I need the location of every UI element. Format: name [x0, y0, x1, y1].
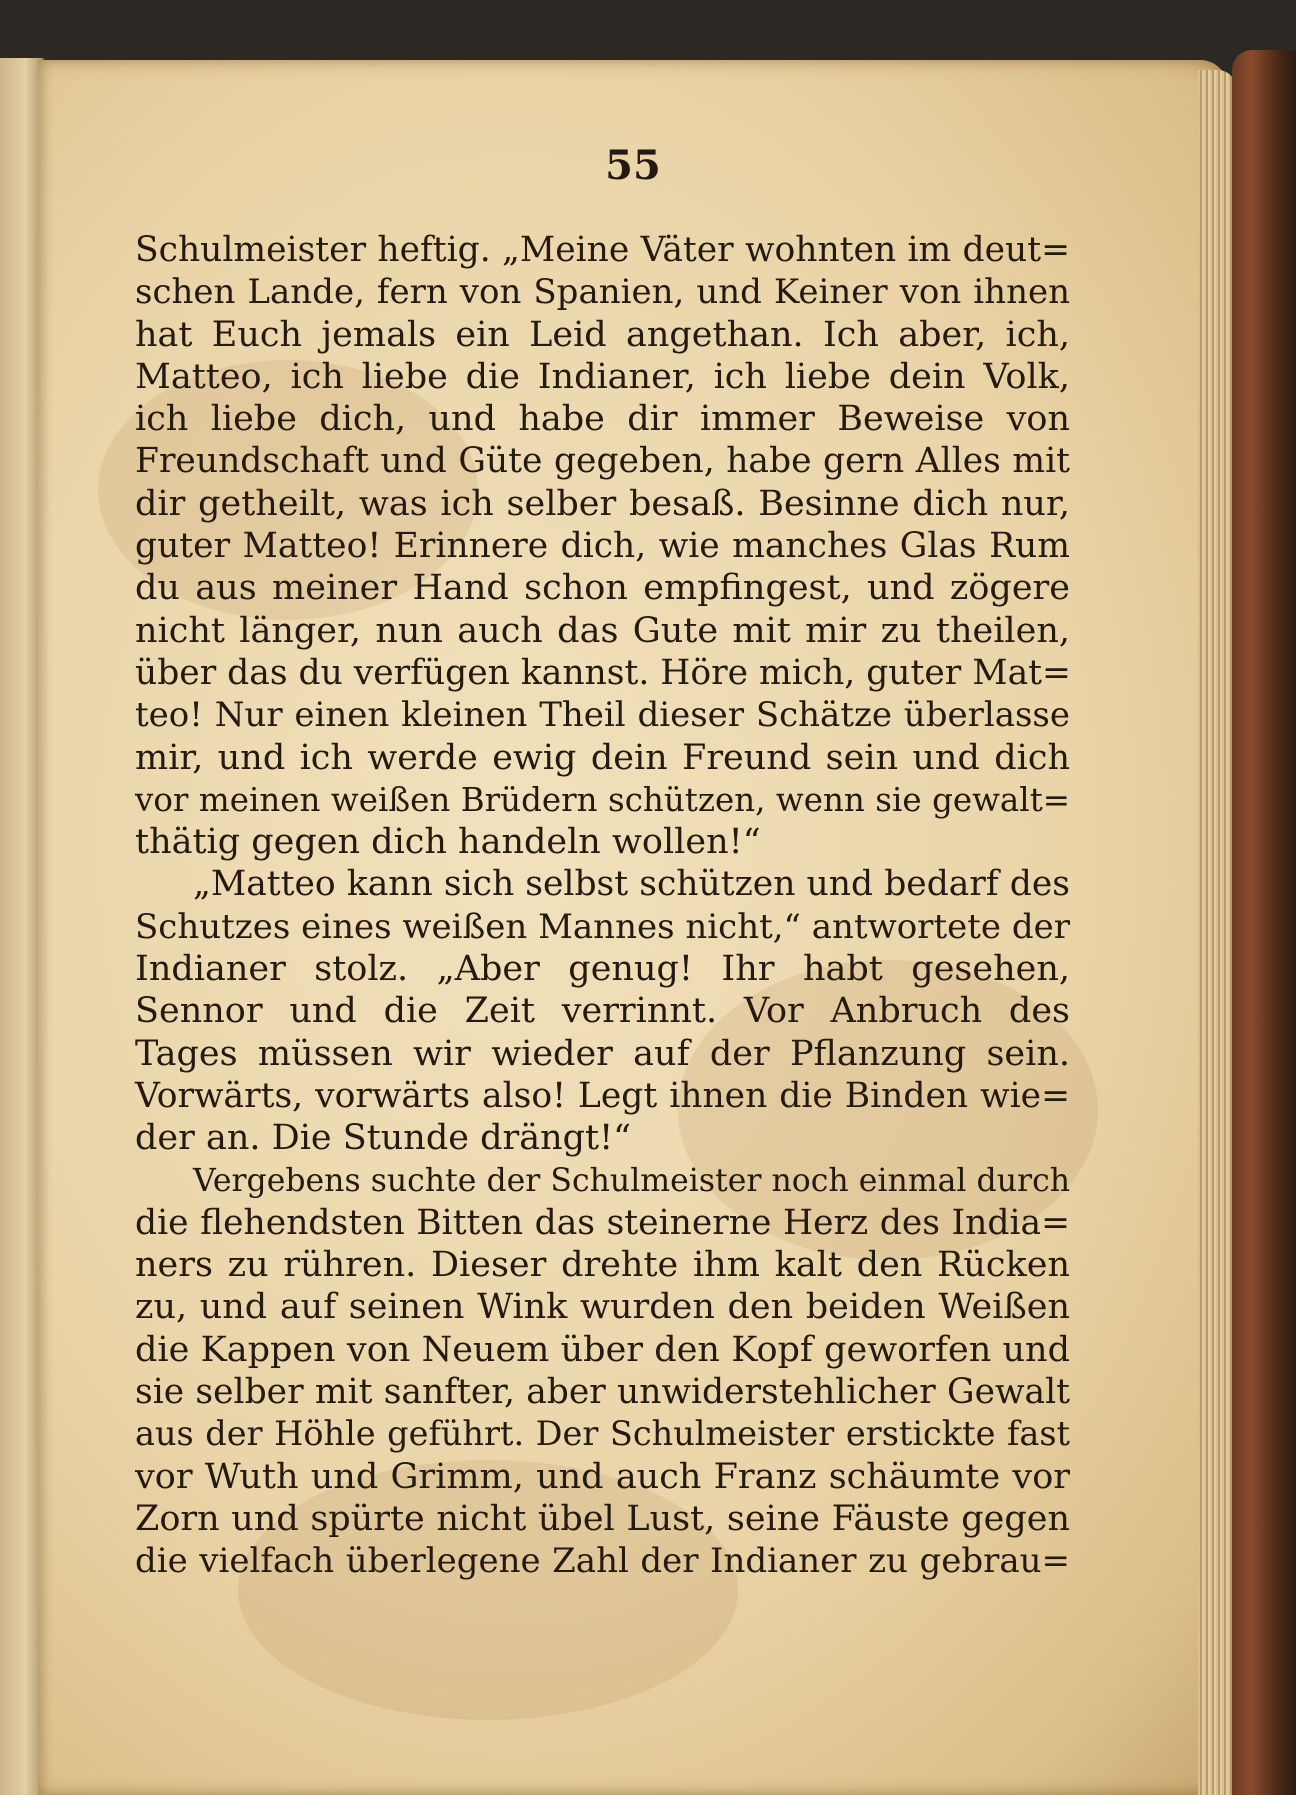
- text-line: Indianer stolz. „Aber genug! Ihr habt gesehen,: [135, 949, 1070, 990]
- text-line: Freundschaft und Güte gegeben, habe gern Alles mit: [135, 441, 1070, 482]
- page-block-edges: [1198, 70, 1236, 1795]
- text-line: Vergebens suchte der Schulmeister noch einmal durch: [193, 1162, 1070, 1199]
- text-line: dir getheilt, was ich selber besaß. Besinne dich nur,: [135, 483, 1070, 524]
- text-line: ners zu rühren. Dieser drehte ihm kalt den Rücken: [135, 1245, 1070, 1286]
- text-line: hat Euch jemals ein Leid angethan. Ich aber, ich,: [135, 314, 1070, 355]
- text-line: zu, und auf seinen Wink wurden den beiden Weißen: [135, 1287, 1070, 1328]
- text-line: Zorn und spürte nicht übel Lust, seine Fäuste gegen: [135, 1498, 1070, 1539]
- text-line: die flehendsten Bitten das steinerne Herz des India=: [135, 1202, 1070, 1243]
- body-text: [135, 229, 1070, 1583]
- text-line: guter Matteo! Erinnere dich, wie manches Glas Rum: [135, 526, 1070, 567]
- text-line: thätig gegen dich handeln wollen!“: [135, 822, 761, 863]
- book-cover-edge: [1232, 50, 1296, 1795]
- text-line: Schulmeister heftig. „Meine Väter wohnten im deut=: [135, 230, 1070, 270]
- text-line: Vorwärts, vorwärts also! Legt ihnen die Binden wie=: [135, 1075, 1070, 1116]
- text-line: nicht länger, nun auch das Gute mit mir zu theilen,: [135, 610, 1070, 651]
- text-line: aus der Höhle geführt. Der Schulmeister erstickte fast: [135, 1414, 1070, 1454]
- text-line: mir, und ich werde ewig dein Freund sein und dich: [135, 737, 1070, 778]
- text-line: teo! Nur einen kleinen Theil dieser Schätze überlasse: [135, 695, 1070, 736]
- text-line: die Kappen von Neuem über den Kopf geworfen und: [135, 1329, 1070, 1370]
- text-line: vor Wuth und Grimm, und auch Franz schäumte vor: [135, 1456, 1070, 1497]
- text-line: Tages müssen wir wieder auf der Pflanzung sein.: [135, 1033, 1070, 1074]
- text-line: schen Lande, fern von Spanien, und Keiner von ihnen: [135, 272, 1070, 313]
- text-line: der an. Die Stunde drängt!“: [135, 1118, 632, 1159]
- text-line: Matteo, ich liebe die Indianer, ich liebe dein Volk,: [135, 356, 1070, 397]
- text-line: du aus meiner Hand schon empfingest, und zögere: [135, 568, 1070, 609]
- text-line: Schutzes eines weißen Mannes nicht,“ antwortete der: [135, 906, 1070, 947]
- text-line: „Matteo kann sich selbst schützen und bedarf des: [193, 864, 1070, 905]
- page-number: 55: [605, 142, 661, 189]
- text-line: die vielfach überlegene Zahl der Indianer zu gebrau=: [135, 1541, 1070, 1582]
- text-line: vor meinen weißen Brüdern schützen, wenn sie gewalt=: [135, 780, 1070, 819]
- text-line: Sennor und die Zeit verrinnt. Vor Anbruch des: [135, 991, 1070, 1032]
- text-line: über das du verfügen kannst. Höre mich, guter Mat=: [135, 652, 1071, 693]
- text-line: ich liebe dich, und habe dir immer Beweise von: [135, 399, 1070, 440]
- text-line: sie selber mit sanfter, aber unwiderstehlicher Gewalt: [135, 1372, 1070, 1413]
